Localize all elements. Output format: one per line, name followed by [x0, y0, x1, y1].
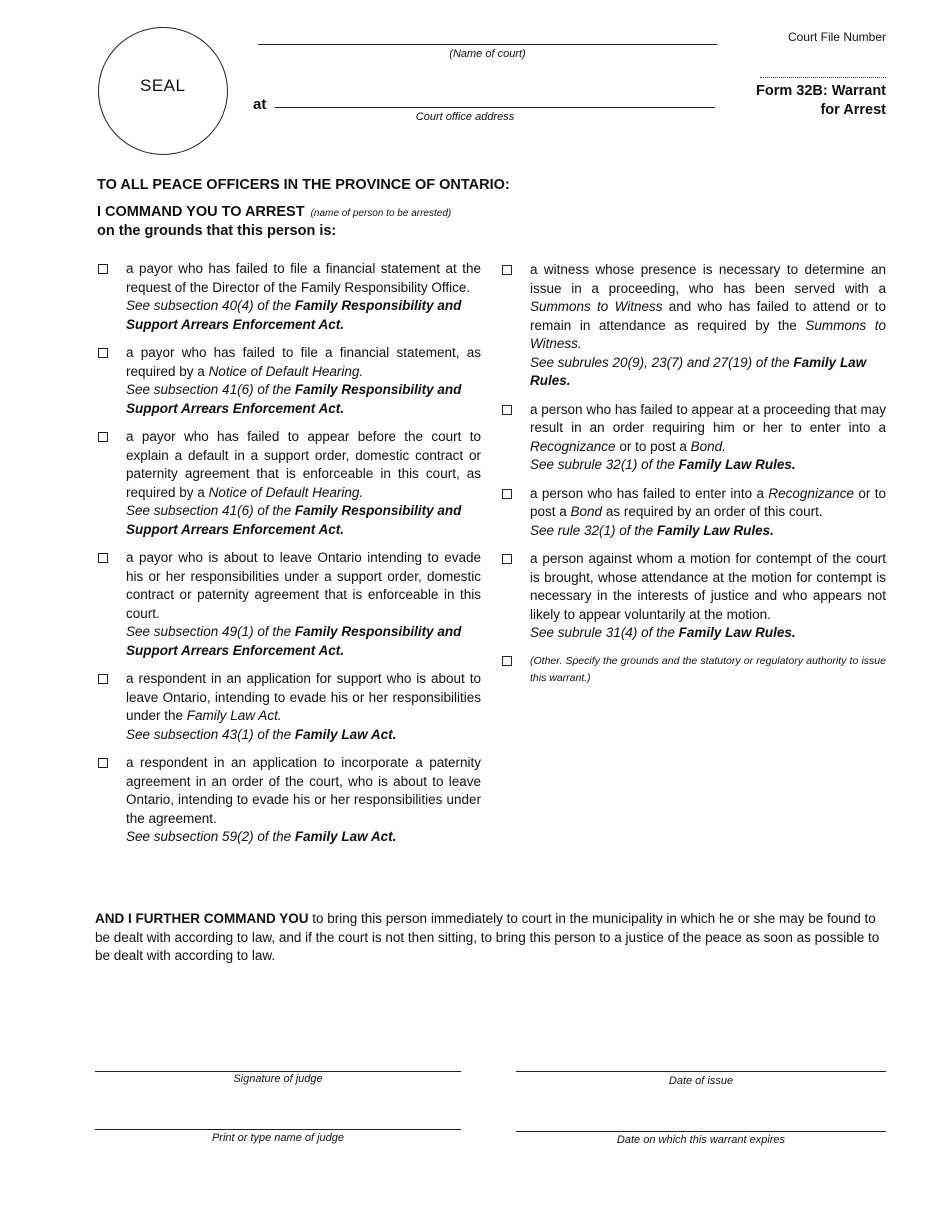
judge-name-line[interactable]: [95, 1129, 461, 1130]
checkbox[interactable]: [98, 553, 108, 563]
command-note: (name of person to be arrested): [310, 208, 452, 219]
ground-text-italic: Notice of Default Hearing.: [208, 363, 364, 379]
ground-text: as required by an order of this court.: [602, 504, 823, 519]
ground-item-left-5: [98, 670, 481, 744]
reference-prefix: See subrules 20(9), 23(7) and 27(19) of the: [530, 354, 794, 370]
judge-name-caption: Print or type name of judge: [211, 1132, 345, 1144]
judge-signature-line[interactable]: [95, 1071, 461, 1072]
court-address-line[interactable]: [275, 107, 715, 108]
reference-act: Family Responsibility and Support Arrears Enforcement Act.: [126, 624, 462, 658]
seal-label: SEAL: [140, 76, 186, 95]
reference-prefix: See subsection 43(1) of the: [126, 726, 295, 742]
ground-item-left-2: [98, 344, 481, 418]
ground-text: or to post a: [615, 438, 691, 454]
ground-text-italic: Summons to Witness.: [530, 317, 887, 351]
ground-reference: [126, 502, 481, 539]
court-file-number-label: Court File Number: [787, 30, 886, 44]
further-command-text: to bring this person immediately to court in the municipality in which he or she may be found to be dealt with according to law, and if the court is not then sitting, to bring this person to a justice of the peace as soon as possible to be dealt with according to law.: [95, 911, 880, 963]
reference-prefix: See subsection 49(1) of the: [126, 624, 295, 639]
ground-item-left-3: [98, 428, 481, 539]
grounds-heading: on the grounds that this person is:: [97, 223, 337, 239]
ground-text: a person against whom a motion for contempt of the court is brought, whose attendance at the motion for contempt is necessary in the interests of justice and who appears not likely to appear voluntarily at the motion.: [530, 551, 886, 622]
ground-item-left-4: [98, 549, 481, 660]
ground-item-right-2: [502, 401, 886, 475]
ground-text-italic: Bond: [570, 504, 603, 519]
expiry-date-line[interactable]: [516, 1131, 886, 1132]
to-all-officers-heading: TO ALL PEACE OFFICERS IN THE PROVINCE OF ONTARIO:: [97, 177, 510, 193]
ground-item-left-6: [98, 754, 481, 847]
ground-text-italic: Family Law Act.: [186, 708, 282, 723]
expiry-date-caption: Date on which this warrant expires: [616, 1134, 786, 1146]
right-grounds-column: [502, 261, 886, 687]
ground-reference: [126, 297, 481, 334]
form-title-line1: Form 32B: Warrant: [756, 83, 886, 99]
checkbox[interactable]: [98, 348, 108, 358]
ground-item-right-other: [502, 653, 886, 687]
reference-act: Family Responsibility and Support Arrears Enforcement Act.: [126, 503, 462, 537]
checkbox[interactable]: [502, 489, 512, 499]
command-heading: [97, 204, 451, 220]
judge-signature-caption: Signature of judge: [233, 1073, 323, 1085]
checkbox[interactable]: [502, 656, 512, 666]
checkbox[interactable]: [502, 405, 512, 415]
ground-text: a payor who has failed to appear before the court to explain a default in a support order, domestic contract or paternity agreement that is enforceable in this court, as required by a: [126, 429, 481, 500]
at-label: at: [253, 96, 267, 113]
ground-item-right-4: [502, 550, 886, 643]
reference-act: Family Responsibility and Support Arrears Enforcement Act.: [126, 382, 462, 416]
ground-text: a witness whose presence is necessary to determine an issue in a proceeding, who has been served with a: [530, 262, 886, 296]
form-title: [756, 82, 886, 120]
court-name-caption: (Name of court): [449, 48, 526, 60]
ground-item-right-3: [502, 485, 886, 541]
court-file-number-field[interactable]: [760, 77, 886, 78]
ground-reference: [530, 456, 886, 475]
ground-item-right-1: [502, 261, 886, 391]
ground-text: a payor who is about to leave Ontario intending to evade his or her responsibilities under a support order, domestic contract or paternity agreement that is enforceable in this court.: [126, 550, 481, 621]
ground-text-italic: Summons to Witness: [530, 299, 663, 314]
further-command-bold: AND I FURTHER COMMAND YOU: [95, 911, 309, 926]
ground-text: a payor who has failed to file a financial statement at the request of the Director of the Family Responsibility Office.: [126, 261, 481, 295]
ground-reference: [530, 354, 886, 391]
checkbox[interactable]: [98, 758, 108, 768]
reference-act: Family Law Rules.: [530, 354, 867, 388]
date-of-issue-caption: Date of issue: [668, 1075, 734, 1087]
ground-reference: [126, 828, 481, 847]
ground-text: a person who has failed to appear at a proceeding that may result in an order requiring him or her to enter into a: [530, 401, 886, 435]
ground-text: and who has failed to attend or to remain in attendance as required by the: [530, 299, 887, 333]
ground-text: a respondent in an application to incorporate a paternity agreement in an order of the court, who is about to leave Ontario, intending to evade his or her responsibilities under the agreement.: [126, 755, 481, 826]
reference-prefix: See subsection 41(6) of the: [126, 382, 295, 397]
checkbox[interactable]: [98, 432, 108, 442]
ground-text-italic: Recognizance: [530, 438, 616, 454]
reference-prefix: See subsection 41(6) of the: [126, 503, 295, 518]
reference-prefix: See rule 32(1) of the: [530, 522, 657, 538]
court-address-caption: Court office address: [415, 111, 515, 123]
checkbox[interactable]: [502, 265, 512, 275]
ground-reference: [126, 381, 481, 418]
reference-prefix: See subsection 59(2) of the: [126, 829, 295, 844]
reference-act: Family Responsibility and Support Arrears Enforcement Act.: [126, 298, 462, 332]
reference-act: Family Law Act.: [294, 829, 397, 844]
ground-reference: [126, 726, 481, 745]
ground-item-left-1: [98, 260, 481, 334]
ground-reference: [126, 623, 481, 660]
ground-text-italic: Bond.: [690, 438, 726, 454]
date-of-issue-line[interactable]: [516, 1071, 886, 1072]
further-command-paragraph: [95, 910, 886, 966]
ground-text-italic: Notice of Default Hearing.: [208, 484, 364, 500]
ground-reference: [530, 624, 886, 643]
court-name-line[interactable]: [258, 44, 717, 45]
checkbox[interactable]: [98, 674, 108, 684]
ground-text: or to post a: [530, 485, 887, 519]
reference-prefix: See subrule 31(4) of the: [530, 625, 679, 640]
reference-prefix: See subsection 40(4) of the: [126, 298, 295, 313]
ground-text: a payor who has failed to file a financial statement, as required by a: [126, 345, 481, 379]
reference-act: Family Law Rules.: [656, 522, 774, 538]
reference-act: Family Law Rules.: [678, 457, 796, 472]
form-title-line2: for Arrest: [820, 102, 886, 118]
left-grounds-column: [98, 260, 481, 847]
other-grounds-instructions: (Other. Specify the grounds and the statutory or regulatory authority to issue this warrant.): [530, 654, 886, 684]
checkbox[interactable]: [98, 264, 108, 274]
ground-text: a respondent in an application for support who is about to leave Ontario, intending to evade his or her responsibilities under the: [126, 671, 481, 723]
ground-text: a person who has failed to enter into a: [530, 485, 769, 501]
checkbox[interactable]: [502, 554, 512, 564]
reference-act: Family Law Act.: [294, 726, 397, 742]
reference-act: Family Law Rules.: [678, 625, 796, 640]
reference-prefix: See subrule 32(1) of the: [530, 457, 679, 472]
ground-text-italic: Recognizance: [768, 485, 854, 501]
command-text: I COMMAND YOU TO ARREST: [97, 204, 305, 220]
ground-reference: [530, 522, 886, 541]
